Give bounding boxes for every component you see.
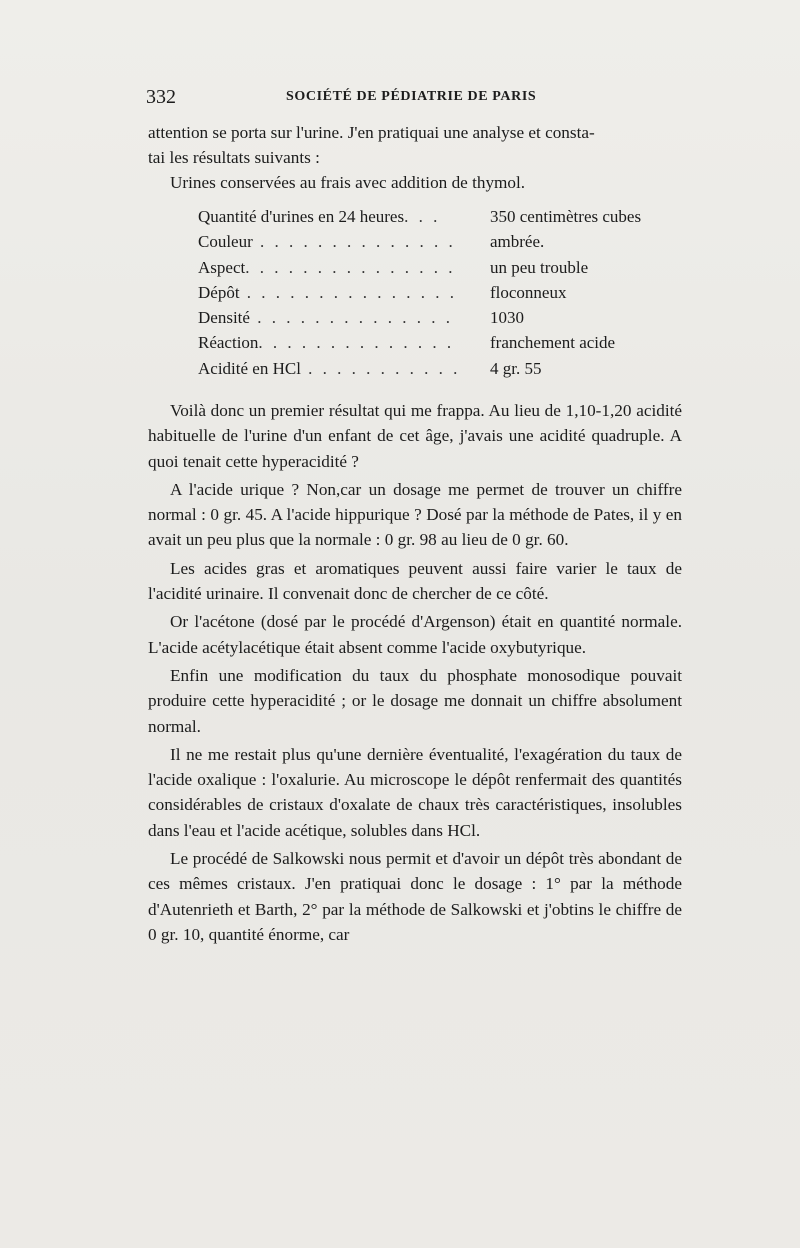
result-label: Quantité d'urines en 24 heures. . . xyxy=(198,207,441,226)
paragraph: Enfin une modification du taux du phosphate monosodique pouvait produire cette hyperacidité ; or le dosage me donnait un chiffre absolument normal. xyxy=(148,665,682,736)
table-row xyxy=(198,229,678,254)
table-row xyxy=(198,280,678,305)
result-value: franchement acide xyxy=(490,333,616,353)
running-title: SOCIÉTÉ DE PÉDIATRIE DE PARIS xyxy=(286,89,537,104)
result-value: 350 centimètres cubes xyxy=(490,207,642,226)
paragraph: Le procédé de Salkowski nous permit et d'avoir un dépôt très abondant de ces mêmes cristaux. J'en pratiquai donc le dosage : 1° par la méthode d'Autenrieth et Barth, 2° par la méthode de Salkowski et j'obtins le chiffre de 0 gr. 10, quantité énorme, car xyxy=(148,849,682,944)
result-label: Aspect. . . . . . . . . . . . . . . xyxy=(198,257,456,277)
result-label: Couleur . . . . . . . . . . . . . . xyxy=(198,232,456,252)
body-text xyxy=(148,398,682,950)
urine-results-table xyxy=(198,204,678,381)
table-row xyxy=(198,255,678,280)
paragraph: Or l'acétone (dosé par le procédé d'Argenson) était en quantité normale. L'acide acétylacétique était absent comme l'acide oxybutyrique. xyxy=(148,612,682,657)
paragraph: Voilà donc un premier résultat qui me frappa. Au lieu de 1,10-1,20 acidité habituelle de l'urine d'un enfant de cet âge, j'avais une acidité quadruple. A quoi tenait cette hyperacidité ? xyxy=(148,401,682,471)
page-header xyxy=(146,86,684,110)
result-value: ambrée. xyxy=(490,232,545,252)
intro-line: attention se porta sur l'urine. J'en pratiquai une analyse et consta- xyxy=(148,123,595,142)
result-value: floconneux xyxy=(490,282,567,302)
table-row xyxy=(198,330,678,355)
result-value: un peu trouble xyxy=(490,257,589,277)
result-label: Densité . . . . . . . . . . . . . . xyxy=(198,308,453,328)
result-label: Dépôt . . . . . . . . . . . . . . . xyxy=(198,282,458,302)
paragraph: Il ne me restait plus qu'une dernière éventualité, l'exagération du taux de l'acide oxalique : l'oxalurie. Au microscope le dépôt renfermait des quantités considérables de cristaux d'oxalate de chaux très caractéristiques, insolubles dans l'eau et l'acide acétique, solubles dans HCl. xyxy=(148,744,682,840)
intro-line: Urines conservées au frais avec addition de thymol. xyxy=(170,173,526,193)
table-row xyxy=(198,204,678,229)
page-number: 332 xyxy=(146,86,176,108)
paragraph: A l'acide urique ? Non,car un dosage me permet de trouver un chiffre normal : 0 gr. 45. A l'acide hippurique ? Dosé par la méthode de Pates, il y en avait un peu plus que la normale : 0 gr. 98 au lieu de 0 gr. 60. xyxy=(148,479,682,550)
intro-text xyxy=(148,120,682,196)
table-row xyxy=(198,356,678,381)
result-label: Acidité en HCl . . . . . . . . . . . xyxy=(198,358,461,378)
intro-line: tai les résultats suivants : xyxy=(148,148,320,168)
table-row xyxy=(198,305,678,330)
paragraph: Les acides gras et aromatiques peuvent aussi faire varier le taux de l'acidité urinaire. Il convenait donc de chercher de ce côté. xyxy=(148,558,682,604)
result-value: 1030 xyxy=(490,308,524,328)
result-value: 4 gr. 55 xyxy=(490,358,542,378)
result-label: Réaction. . . . . . . . . . . . . . xyxy=(198,333,455,353)
